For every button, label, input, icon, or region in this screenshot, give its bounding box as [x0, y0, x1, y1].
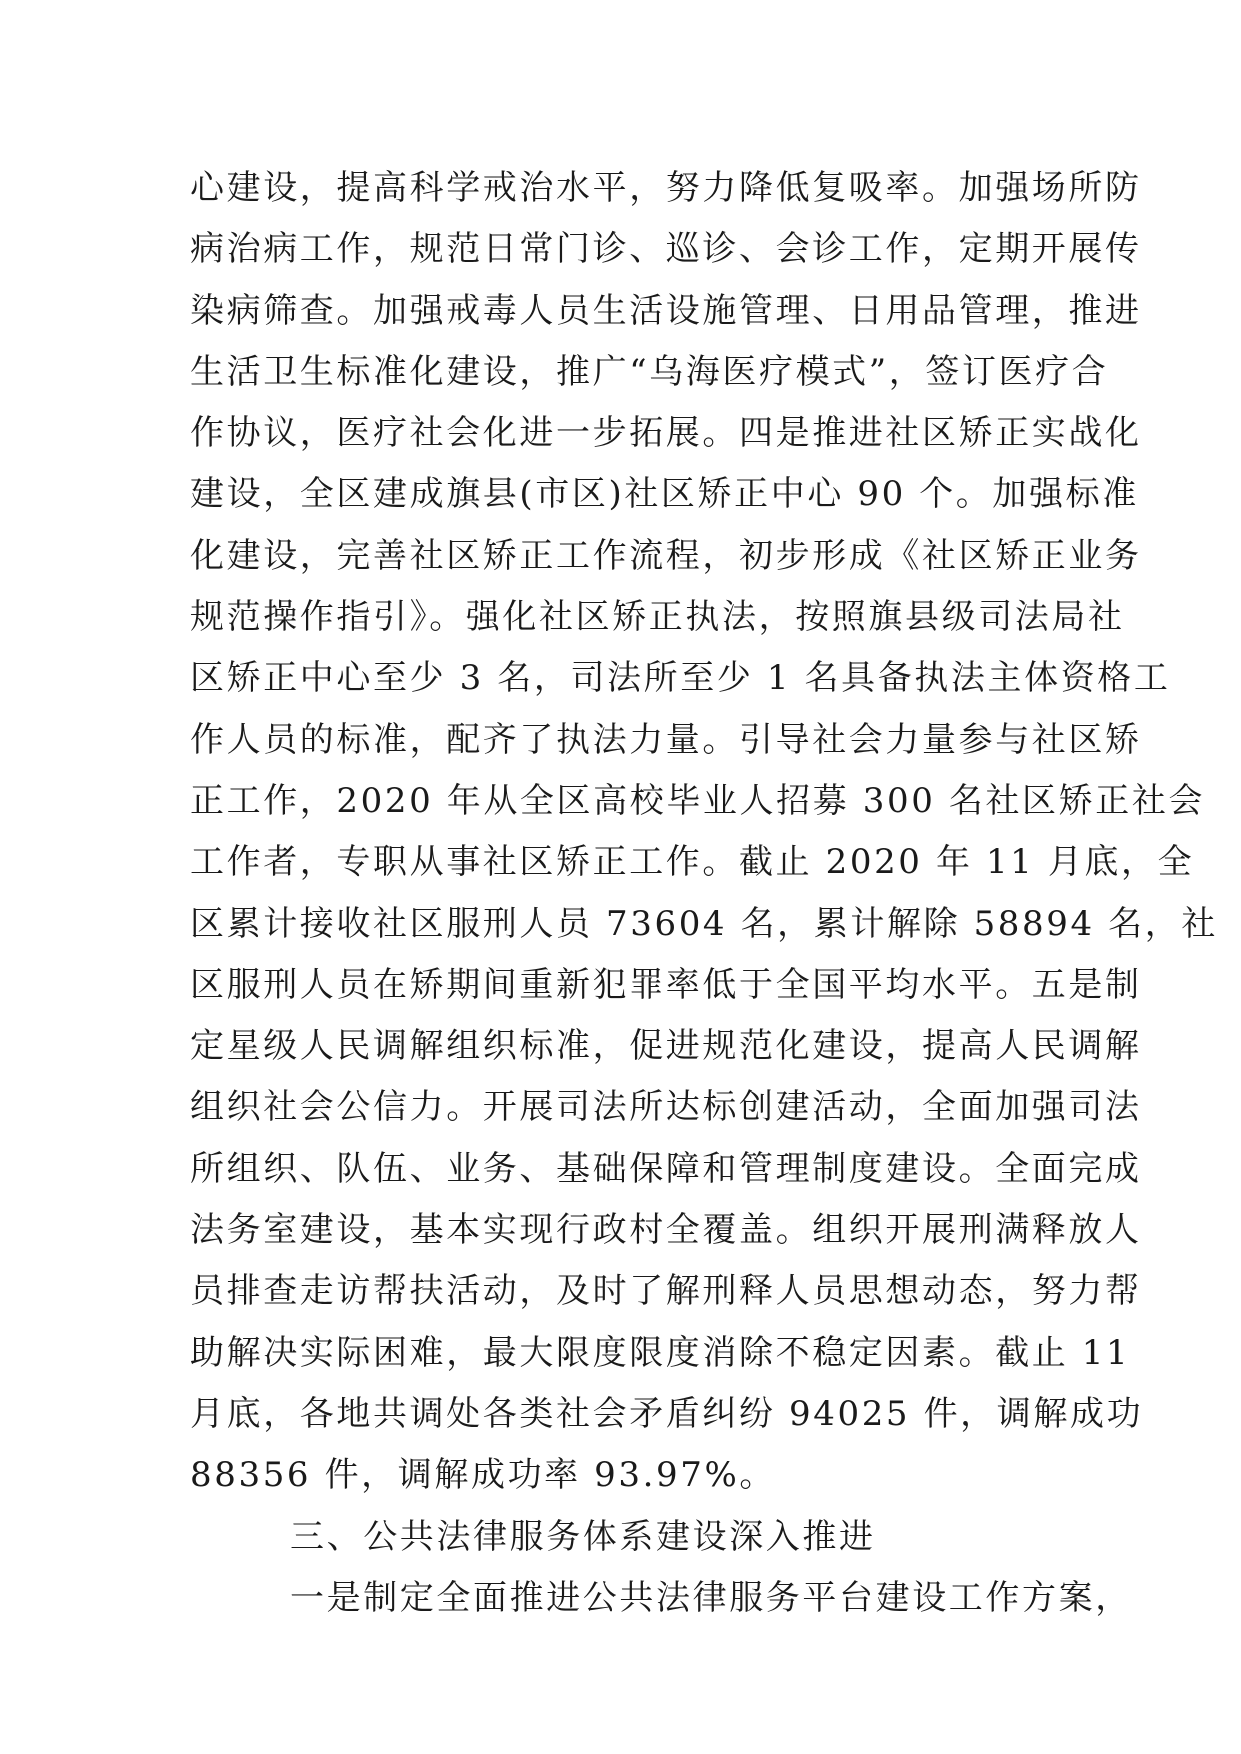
paragraph-line: 工作者，专职从事社区矫正工作。截止 2020 年 11 月底，全 [190, 842, 1195, 883]
paragraph-line: 员排查走访帮扶活动，及时了解刑释人员思想动态，努力帮 [190, 1271, 1142, 1312]
paragraph-line: 建设，全区建成旗县(市区)社区矫正中心 90 个。加强标准 [190, 474, 1139, 515]
paragraph-line: 法务室建设，基本实现行政村全覆盖。组织开展刑满释放人 [190, 1210, 1142, 1251]
paragraph-line: 助解决实际困难，最大限度限度消除不稳定因素。截止 11 [190, 1332, 1131, 1373]
paragraph-line: 心建设，提高科学戒治水平，努力降低复吸率。加强场所防 [190, 168, 1142, 208]
paragraph-line: 组织社会公信力。开展司法所达标创建活动，全面加强司法 [190, 1087, 1142, 1128]
paragraph-line: 所组织、队伍、业务、基础保障和管理制度建设。全面完成 [190, 1148, 1142, 1189]
paragraph-line: 月底，各地共调处各类社会矛盾纠纷 94025 件，调解成功 [190, 1393, 1144, 1434]
paragraph-line: 作协议，医疗社会化进一步拓展。四是推进社区矫正实战化 [190, 413, 1142, 454]
paragraph-line: 染病筛查。加强戒毒人员生活设施管理、日用品管理，推进 [190, 290, 1142, 331]
paragraph-line: 化建设，完善社区矫正工作流程，初步形成《社区矫正业务 [190, 535, 1142, 576]
paragraph-line: 区矫正中心至少 3 名，司法所至少 1 名具备执法主体资格工 [190, 658, 1171, 699]
paragraph-line: 定星级人民调解组织标准，促进规范化建设，提高人民调解 [190, 1026, 1142, 1067]
paragraph-first-line: 一是制定全面推进公共法律服务平台建设工作方案， [290, 1577, 1132, 1618]
paragraph-line: 区服刑人员在矫期间重新犯罪率低于全国平均水平。五是制 [190, 964, 1142, 1005]
paragraph-line: 区累计接收社区服刑人员 73604 名，累计解除 58894 名，社 [190, 903, 1218, 944]
paragraph-line: 正工作，2020 年从全区高校毕业人招募 300 名社区矫正社会 [190, 780, 1206, 821]
paragraph-line: 生活卫生标准化建设，推广“乌海医疗模式”，签订医疗合 [190, 351, 1109, 392]
body-text [190, 158, 1218, 1629]
paragraph-line: 规范操作指引》。强化社区矫正执法，按照旗县级司法局社 [190, 597, 1125, 638]
paragraph-line: 88356 件，调解成功率 93.97%。 [190, 1455, 777, 1496]
paragraph-line: 病治病工作，规范日常门诊、巡诊、会诊工作，定期开展传 [190, 229, 1142, 270]
section-heading: 三、公共法律服务体系建设深入推进 [290, 1516, 876, 1557]
paragraph-line: 作人员的标准，配齐了执法力量。引导社会力量参与社区矫 [190, 719, 1142, 760]
